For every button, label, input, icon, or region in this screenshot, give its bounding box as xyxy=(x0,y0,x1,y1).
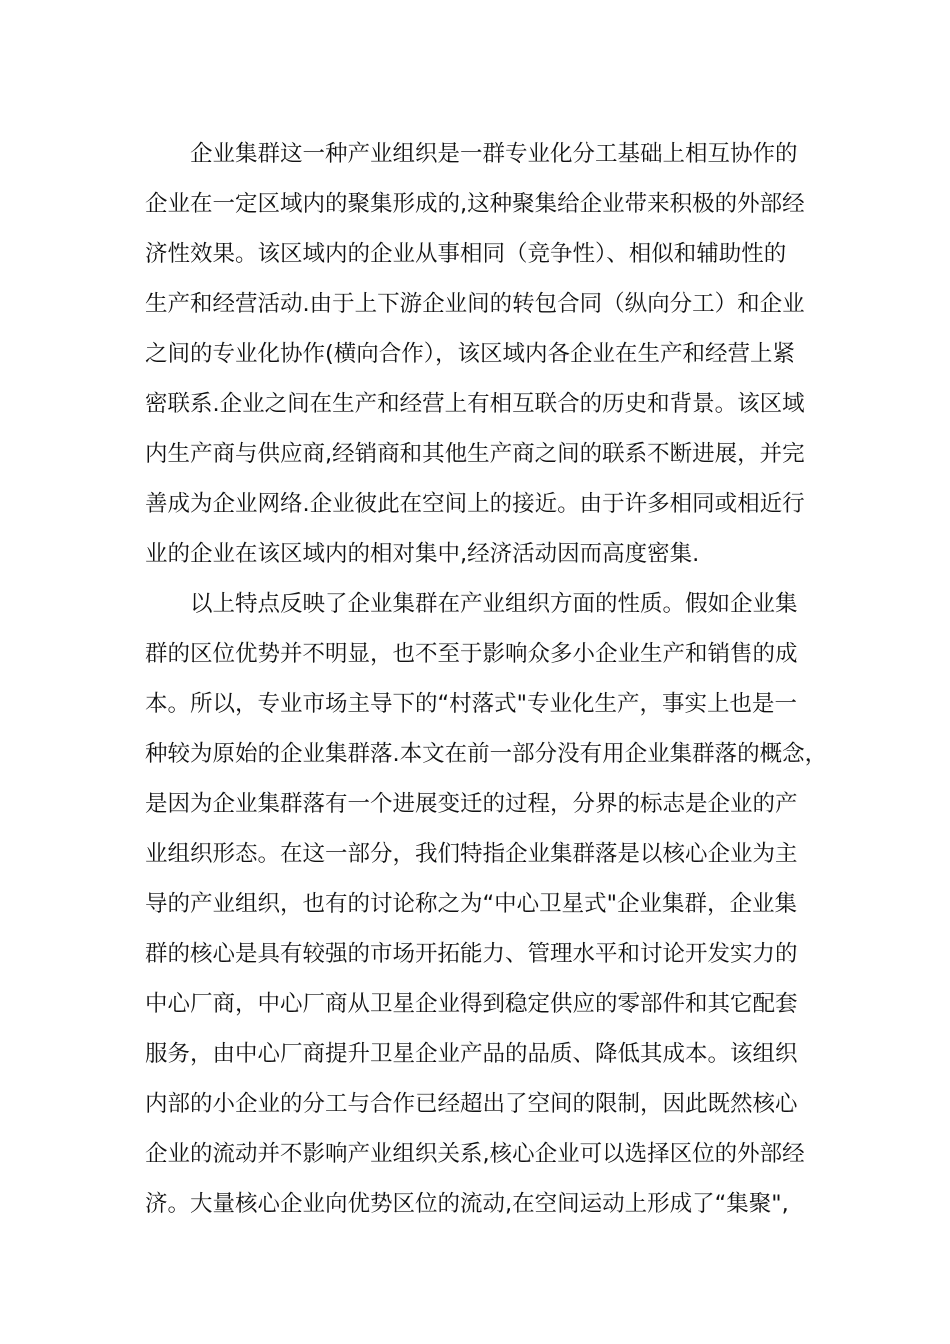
text-line: 善成为企业网络.企业彼此在空间上的接近。由于许多相同或相近行 xyxy=(145,491,805,517)
text-line: 导的产业组织，也有的讨论称之为“中心卫星式"企业集群，企业集 xyxy=(145,891,798,917)
text-line: 中心厂商，中心厂商从卫星企业得到稳定供应的零部件和其它配套 xyxy=(145,991,798,1017)
text-line: 群的区位优势并不明显，也不至于影响众多小企业生产和销售的成 xyxy=(145,641,798,667)
text-line: 内生产商与供应商,经销商和其他生产商之间的联系不断进展，并完 xyxy=(145,441,805,467)
text-line: 企业在一定区域内的聚集形成的,这种聚集给企业带来积极的外部经 xyxy=(145,191,805,217)
text-line: 业的企业在该区域内的相对集中,经济活动因而高度密集. xyxy=(145,541,700,567)
text-line: 是因为企业集群落有一个进展变迁的过程，分界的标志是企业的产 xyxy=(145,791,798,817)
text-line: 本。所以，专业市场主导下的“村落式"专业化生产，事实上也是一 xyxy=(145,691,798,717)
text-line: 内部的小企业的分工与合作已经超出了空间的限制，因此既然核心 xyxy=(145,1091,798,1117)
text-line: 生产和经营活动.由于上下游企业间的转包合同（纵向分工）和企业 xyxy=(145,291,805,317)
text-line: 企业集群这一种产业组织是一群专业化分工基础上相互协作的 xyxy=(190,141,798,167)
text-line: 业组织形态。在这一部分，我们特指企业集群落是以核心企业为主 xyxy=(145,841,798,867)
text-line: 济。大量核心企业向优势区位的流动,在空间运动上形成了“集聚", xyxy=(145,1191,789,1217)
paragraph-1 xyxy=(145,129,815,579)
text-line: 之间的专业化协作(横向合作），该区域内各企业在生产和经营上紧 xyxy=(145,341,796,367)
text-line: 群的核心是具有较强的市场开拓能力、管理水平和讨论开发实力的 xyxy=(145,941,798,967)
text-line: 济性效果。该区域内的企业从事相同（竞争性）、相似和辅助性的 xyxy=(145,241,787,267)
body-text xyxy=(145,129,828,1229)
text-line: 密联系.企业之间在生产和经营上有相互联合的历史和背景。该区域 xyxy=(145,391,805,417)
text-line: 企业的流动并不影响产业组织关系,核心企业可以选择区位的外部经 xyxy=(145,1141,805,1167)
text-line: 服务，由中心厂商提升卫星企业产品的品质、降低其成本。该组织 xyxy=(145,1041,798,1067)
paragraph-2 xyxy=(145,579,828,1229)
text-line: 以上特点反映了企业集群在产业组织方面的性质。假如企业集 xyxy=(190,591,798,617)
text-line: 种较为原始的企业集群落.本文在前一部分没有用企业集群落的概念， xyxy=(145,741,828,767)
